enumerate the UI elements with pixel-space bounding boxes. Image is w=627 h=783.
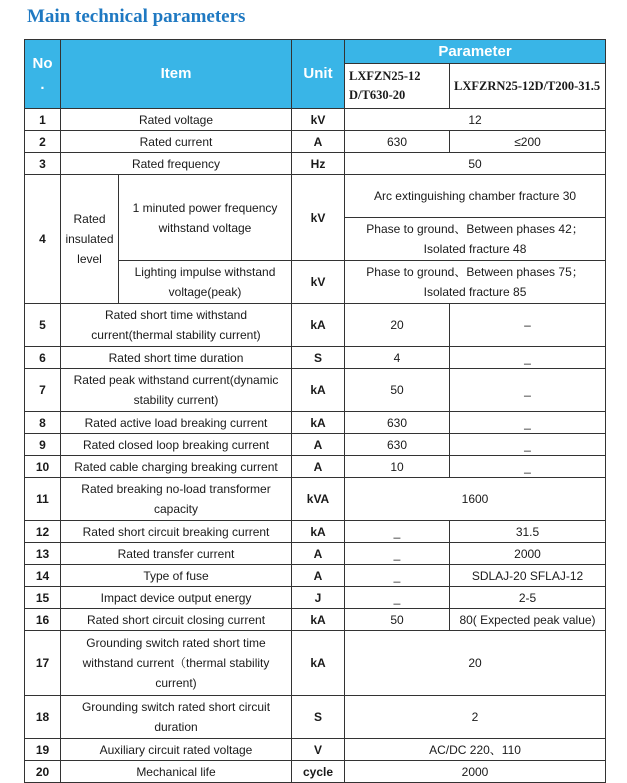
row-item: Type of fuse: [61, 565, 292, 587]
row-number: 7: [25, 369, 61, 412]
row-number: 11: [25, 478, 61, 521]
row-number: 5: [25, 304, 61, 347]
row-unit: A: [292, 434, 345, 456]
row-item: Rated transfer current: [61, 543, 292, 565]
table-row: [25, 631, 606, 696]
row-number: 8: [25, 412, 61, 434]
row-value-b: 2-5: [450, 587, 606, 609]
row-value: 12: [345, 109, 606, 131]
row-item: Rated short circuit closing current: [61, 609, 292, 631]
row-unit: S: [292, 347, 345, 369]
row-value-b: ≤200: [450, 131, 606, 153]
row-number: 14: [25, 565, 61, 587]
row-unit: kA: [292, 412, 345, 434]
row-value-a: 630: [345, 131, 450, 153]
row-value: 2: [345, 696, 606, 739]
row-unit: A: [292, 565, 345, 587]
row-unit: A: [292, 456, 345, 478]
row-item: Rated frequency: [61, 153, 292, 175]
row-number: 13: [25, 543, 61, 565]
table-row: [25, 521, 606, 543]
row-number: 2: [25, 131, 61, 153]
row-unit: kA: [292, 369, 345, 412]
header-model-b: LXFZRN25-12D/T200-31.5: [450, 64, 606, 109]
row-value-b: 2000: [450, 543, 606, 565]
row-value-b: _: [450, 412, 606, 434]
row-value-a: 630: [345, 412, 450, 434]
row-number: 10: [25, 456, 61, 478]
row-unit: kA: [292, 631, 345, 696]
row-unit: kA: [292, 521, 345, 543]
row-number: 16: [25, 609, 61, 631]
row-value: 20: [345, 631, 606, 696]
row-value-b: 80( Expected peak value): [450, 609, 606, 631]
row-number: 3: [25, 153, 61, 175]
row-unit: kA: [292, 609, 345, 631]
row-number: 1: [25, 109, 61, 131]
table-row: [25, 369, 606, 412]
row-number: 9: [25, 434, 61, 456]
row-item: Grounding switch rated short time withstand current（thermal stability current): [61, 631, 292, 696]
row-value-a: 630: [345, 434, 450, 456]
row-value-a: 4: [345, 347, 450, 369]
row-unit: V: [292, 739, 345, 761]
page-title: Main technical parameters: [27, 6, 246, 27]
row-unit: Hz: [292, 153, 345, 175]
table-row: [25, 347, 606, 369]
row-item: Rated current: [61, 131, 292, 153]
row-item: 1 minuted power frequency withstand voltage: [119, 175, 292, 261]
table-row: [25, 609, 606, 631]
row-number: 20: [25, 761, 61, 783]
row-value-a: 50: [345, 369, 450, 412]
row-item: Rated closed loop breaking current: [61, 434, 292, 456]
row-value: Arc extinguishing chamber fracture 30: [345, 175, 606, 218]
row-item: Rated short time withstand current(thermal stability current): [61, 304, 292, 347]
row-number: 4: [25, 175, 61, 304]
table-row: [25, 543, 606, 565]
row-item: Mechanical life: [61, 761, 292, 783]
row-number: 19: [25, 739, 61, 761]
row-unit: kA: [292, 304, 345, 347]
row-number: 18: [25, 696, 61, 739]
table-row: [25, 478, 606, 521]
row-value-b: 31.5: [450, 521, 606, 543]
row-value: Phase to ground、Between phases 42；Isolated fracture 48: [345, 218, 606, 261]
row-value-a: 50: [345, 609, 450, 631]
row-unit: J: [292, 587, 345, 609]
row-value-a: _: [345, 565, 450, 587]
row-item: Grounding switch rated short circuit duration: [61, 696, 292, 739]
table-row: [25, 456, 606, 478]
row-item: Rated breaking no-load transformer capacity: [61, 478, 292, 521]
row-item: Rated peak withstand current(dynamic stability current): [61, 369, 292, 412]
row-value-a: _: [345, 587, 450, 609]
row-group-label: Rated insulated level: [61, 175, 119, 304]
header-unit: Unit: [292, 40, 345, 109]
row-value-b: _: [450, 369, 606, 412]
row-value: AC/DC 220、110: [345, 739, 606, 761]
header-item: Item: [61, 40, 292, 109]
header-no: No .: [25, 40, 61, 109]
table-row: [25, 109, 606, 131]
parameters-table: [24, 39, 606, 783]
row-value-b: SDLAJ-20 SFLAJ-12: [450, 565, 606, 587]
row-item: Lighting impulse withstand voltage(peak): [119, 261, 292, 304]
header-parameter: Parameter: [345, 40, 606, 64]
row-item: Impact device output energy: [61, 587, 292, 609]
table-row: [25, 412, 606, 434]
row-item: Rated short time duration: [61, 347, 292, 369]
table-row: [25, 131, 606, 153]
row-unit: kV: [292, 175, 345, 261]
row-item: Rated cable charging breaking current: [61, 456, 292, 478]
row-unit: A: [292, 131, 345, 153]
row-item: Auxiliary circuit rated voltage: [61, 739, 292, 761]
row-value-a: 20: [345, 304, 450, 347]
row-number: 15: [25, 587, 61, 609]
row-number: 12: [25, 521, 61, 543]
row-value: Phase to ground、Between phases 75；Isolated fracture 85: [345, 261, 606, 304]
row-item: Rated active load breaking current: [61, 412, 292, 434]
row-number: 6: [25, 347, 61, 369]
row-value-a: _: [345, 521, 450, 543]
table-row: [25, 434, 606, 456]
table-row: [25, 175, 606, 218]
table-row: [25, 739, 606, 761]
row-value: 2000: [345, 761, 606, 783]
row-unit: S: [292, 696, 345, 739]
row-item: Rated short circuit breaking current: [61, 521, 292, 543]
row-value-b: _: [450, 456, 606, 478]
table-row: [25, 587, 606, 609]
row-value-b: _: [450, 434, 606, 456]
row-value-a: _: [345, 543, 450, 565]
row-number: 17: [25, 631, 61, 696]
row-unit: A: [292, 543, 345, 565]
table-row: [25, 565, 606, 587]
row-value-a: 10: [345, 456, 450, 478]
row-item: Rated voltage: [61, 109, 292, 131]
table-row: [25, 696, 606, 739]
table-row: [25, 153, 606, 175]
row-unit: cycle: [292, 761, 345, 783]
row-unit: kV: [292, 261, 345, 304]
row-value: 1600: [345, 478, 606, 521]
row-value-b: _: [450, 347, 606, 369]
header-model-a: LXFZN25-12 D/T630-20: [345, 64, 450, 109]
row-value: 50: [345, 153, 606, 175]
row-value-b: –: [450, 304, 606, 347]
row-unit: kVA: [292, 478, 345, 521]
row-unit: kV: [292, 109, 345, 131]
table-row: [25, 304, 606, 347]
table-row: [25, 761, 606, 783]
